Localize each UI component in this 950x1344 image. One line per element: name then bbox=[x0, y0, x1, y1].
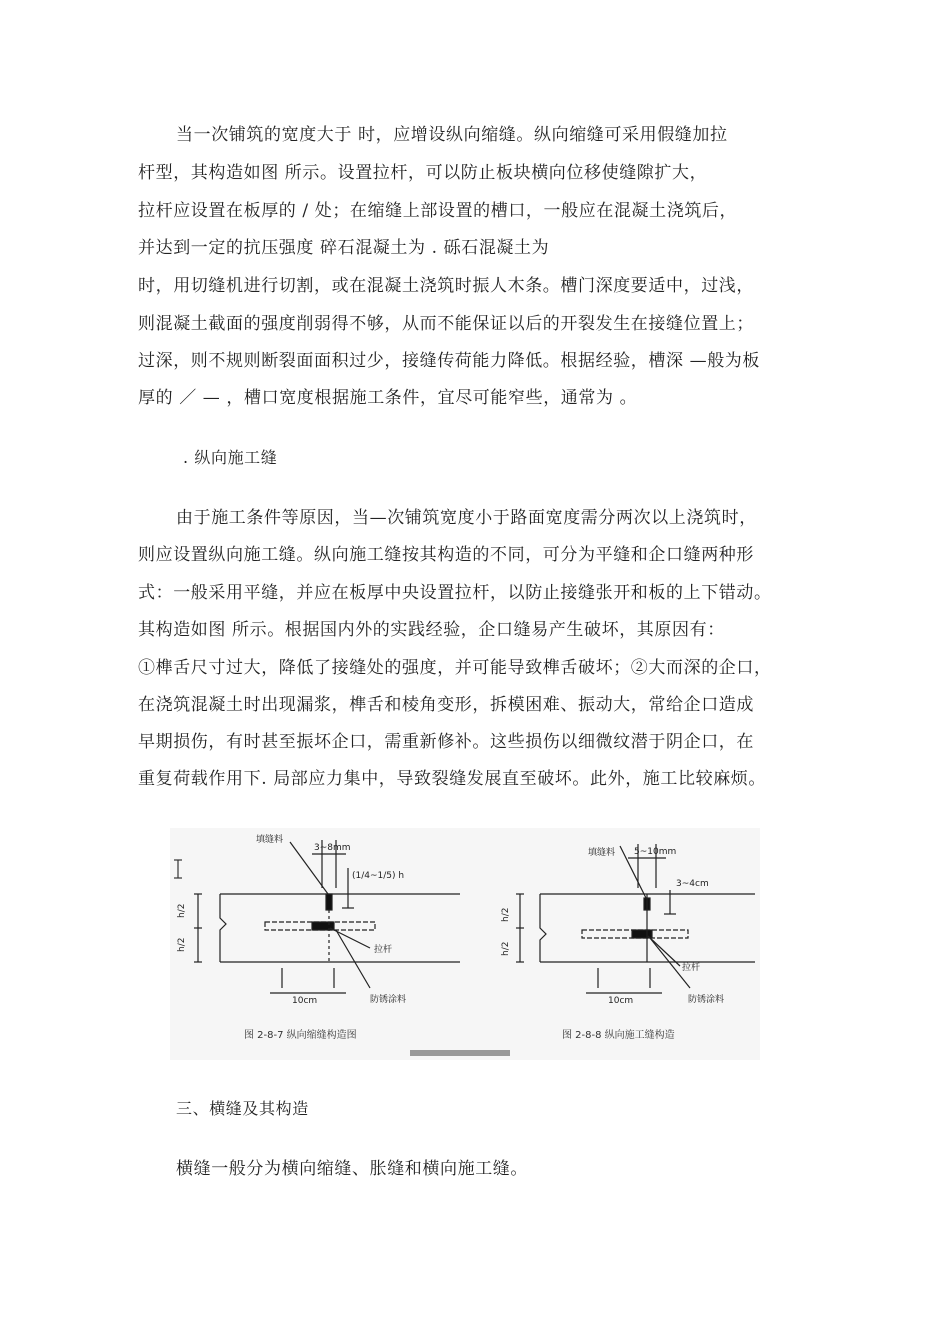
text-line: 横缝一般分为横向缩缝、胀缝和横向施工缝。 bbox=[176, 1159, 528, 1179]
section-heading: 三、横缝及其构造 bbox=[176, 1099, 309, 1118]
h-half-label: h/2 bbox=[501, 907, 511, 922]
figure-caption: 图 2-8-7 纵向缩缝构造图 bbox=[244, 1030, 357, 1041]
construction-joint-diagram bbox=[516, 844, 755, 993]
section-heading: . 纵向施工缝 bbox=[183, 448, 278, 467]
text-line: 由于施工条件等原因，当—次铺筑宽度小于路面宽度需分两次以上浇筑时， bbox=[176, 508, 757, 528]
construction-joint-labels bbox=[501, 846, 724, 1041]
text-line: 并达到一定的抗压强度 碎石混凝土为 . 砾石混凝土为 bbox=[138, 238, 550, 258]
text-line: 拉杆应设置在板厚的 / 处；在缩缝上部设置的槽口，一般应在混凝土浇筑后， bbox=[138, 201, 738, 221]
text-line: 当一次铺筑的宽度大于 时，应增设纵向缩缝。纵向缩缝可采用假缝加拉 bbox=[176, 125, 728, 145]
filler-label: 填缝料 bbox=[256, 835, 284, 845]
filler-label: 填缝料 bbox=[588, 848, 616, 858]
text-line: 重复荷载作用下. 局部应力集中，导致裂缝发展直至破坏。此外，施工比较麻烦。 bbox=[138, 769, 767, 789]
text-line: ①榫舌尺寸过大，降低了接缝处的强度，并可能导致榫舌破坏；②大而深的企口， bbox=[138, 658, 772, 678]
text-line: 式：一般采用平缝，并应在板厚中央设置拉杆，以防止接缝张开和板的上下错动。 bbox=[138, 583, 772, 603]
h-half-label: h/2 bbox=[177, 903, 187, 918]
text-line: 时，用切缝机进行切割，或在混凝土浇筑时振人木条。槽门深度要适中，过浅， bbox=[138, 276, 754, 296]
text-line: 早期损伤，有时甚至振坏企口，需重新修补。这些损伤以细微纹潜于阴企口，在 bbox=[138, 732, 754, 752]
h-half-label: h/2 bbox=[501, 941, 511, 956]
dim-label: 10cm bbox=[608, 996, 634, 1006]
scan-artifact bbox=[410, 1050, 510, 1056]
gap-width-label: 3~8mm bbox=[314, 843, 351, 853]
joint-diagrams bbox=[170, 828, 760, 1060]
gap-width-label: 5~10mm bbox=[634, 847, 677, 857]
text-line: 厚的 ／ — ，槽口宽度根据施工条件，宜尽可能窄些，通常为 。 bbox=[138, 388, 638, 408]
contraction-joint-diagram bbox=[194, 840, 460, 993]
h-half-label: h/2 bbox=[177, 937, 187, 952]
text-line: 杆型，其构造如图 所示。设置拉杆，可以防止板块横向位移使缝隙扩大， bbox=[138, 163, 708, 183]
figure-caption: 图 2-8-8 纵向施工缝构造 bbox=[562, 1030, 675, 1041]
tie-bar-label: 拉杆 bbox=[374, 945, 393, 955]
joint-diagram-figure bbox=[170, 828, 760, 1060]
text-line: 则混凝土截面的强度削弱得不够，从而不能保证以后的开裂发生在接缝位置上； bbox=[138, 314, 754, 334]
groove-depth-label: (1/4~1/5) h bbox=[352, 871, 405, 881]
tie-bar-label: 拉杆 bbox=[682, 963, 701, 973]
text-line: 其构造如图 所示。根据国内外的实践经验，企口缝易产生破坏，其原因有： bbox=[138, 620, 725, 640]
text-cursor-icon bbox=[174, 860, 182, 878]
coating-label: 防锈涂料 bbox=[370, 995, 407, 1005]
text-line: 则应设置纵向施工缝。纵向施工缝按其构造的不同，可分为平缝和企口缝两种形 bbox=[138, 545, 754, 565]
groove-depth-label: 3~4cm bbox=[676, 879, 709, 889]
contraction-joint-labels bbox=[177, 833, 406, 1041]
text-line: 在浇筑混凝土时出现漏浆，榫舌和棱角变形，拆模困难、振动大，常给企口造成 bbox=[138, 695, 754, 715]
coating-label: 防锈涂料 bbox=[688, 995, 725, 1005]
text-line: 过深，则不规则断裂面面积过少，接缝传荷能力降低。根据经验，槽深 —般为板 bbox=[138, 351, 761, 371]
dim-label: 10cm bbox=[292, 996, 318, 1006]
